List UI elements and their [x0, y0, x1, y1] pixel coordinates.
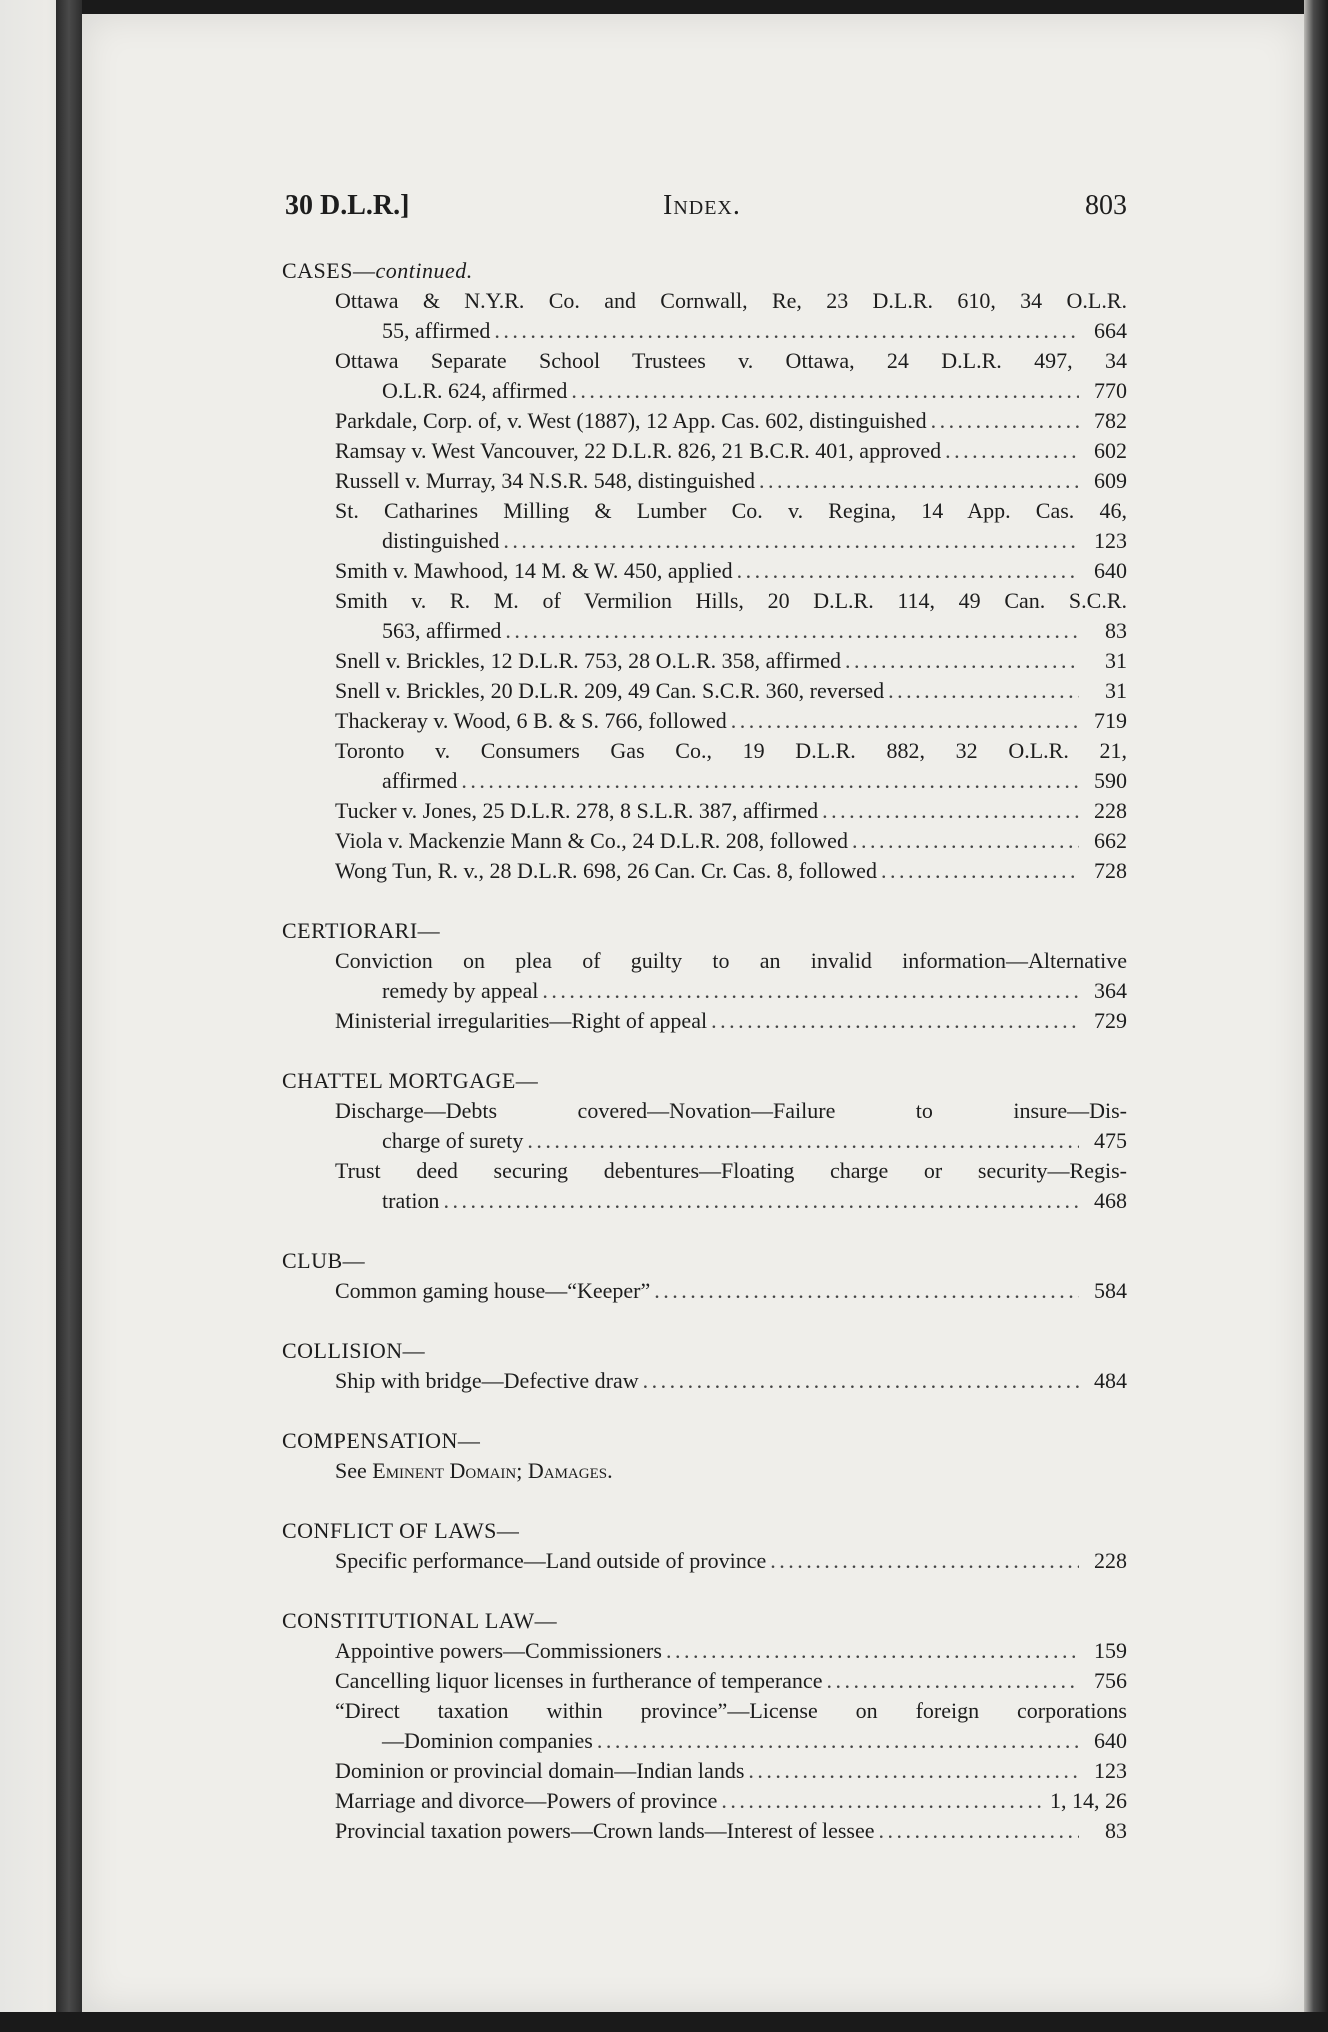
dot-leader	[654, 1276, 1079, 1306]
index-entry	[282, 556, 1127, 586]
entry-page-ref: 83	[1105, 618, 1127, 643]
index-entry	[282, 1366, 1127, 1396]
entry-page-ref: 31	[1105, 678, 1127, 703]
dot-leader	[888, 676, 1079, 706]
section-heading-text: CERTIORARI—	[282, 918, 441, 943]
entry-text: O.L.R. 624, affirmed	[382, 378, 568, 403]
book-spine	[56, 0, 82, 2032]
dot-leader	[571, 376, 1079, 406]
dot-leader	[666, 1636, 1079, 1666]
entry-page-ref: 756	[1094, 1668, 1127, 1693]
section-heading	[282, 256, 1127, 286]
entry-page-ref: 159	[1094, 1638, 1127, 1663]
index-entry	[282, 1786, 1127, 1816]
entry-text: Marriage and divorce—Powers of province	[335, 1788, 718, 1813]
scan-border-bottom	[0, 2012, 1328, 2032]
entry-text: tration	[382, 1188, 440, 1213]
entry-text: Common gaming house—“Keeper”	[335, 1278, 651, 1303]
index-entry	[282, 1276, 1127, 1306]
dot-leader	[711, 1006, 1079, 1036]
dot-leader	[443, 1186, 1079, 1216]
index-section	[282, 1426, 1127, 1486]
entry-line	[335, 556, 1127, 586]
page-edge-right	[1304, 0, 1328, 2032]
entry-page-ref: 364	[1094, 978, 1127, 1003]
dot-leader	[494, 316, 1079, 346]
index-entry	[282, 346, 1127, 406]
entry-text: 563, affirmed	[382, 618, 502, 643]
entry-first-line: Toronto v. Consumers Gas Co., 19 D.L.R. 882, 32 O.L.R. 21,	[335, 738, 1127, 763]
entry-line	[335, 646, 1127, 676]
index-entry	[282, 1156, 1127, 1216]
entry-first-line: Discharge—Debts covered—Novation—Failure to insure—Dis-	[335, 1098, 1127, 1123]
entry-text: remedy by appeal	[382, 978, 539, 1003]
entry-text: Specific performance—Land outside of province	[335, 1548, 767, 1573]
volume-label: 30 D.L.R.]	[285, 190, 410, 221]
dot-leader	[881, 856, 1079, 886]
index-section	[282, 1066, 1127, 1216]
entry-first-line: Smith v. R. M. of Vermilion Hills, 20 D.L.R. 114, 49 Can. S.C.R.	[335, 588, 1127, 613]
entry-text: affirmed	[382, 768, 458, 793]
entry-page-ref: 1, 14, 26	[1050, 1788, 1127, 1813]
entry-page-ref: 123	[1094, 528, 1127, 553]
section-heading-text: CASES—	[282, 258, 376, 283]
entry-first-line: St. Catharines Milling & Lumber Co. v. Regina, 14 App. Cas. 46,	[335, 498, 1127, 523]
index-entry	[282, 736, 1127, 796]
running-header	[285, 190, 1127, 234]
dot-leader	[770, 1546, 1079, 1576]
page-number: 803	[1085, 190, 1127, 221]
entry-line	[335, 1276, 1127, 1306]
entry-page-ref: 590	[1094, 768, 1127, 793]
dot-leader	[737, 556, 1079, 586]
entry-line	[335, 826, 1127, 856]
index-entry	[282, 1666, 1127, 1696]
entry-text: Appointive powers—Commissioners	[335, 1638, 662, 1663]
section-heading-text: CLUB—	[282, 1248, 366, 1273]
entry-page-ref: 609	[1094, 468, 1127, 493]
section-heading	[282, 1336, 1127, 1366]
entry-text: Dominion or provincial domain—Indian lands	[335, 1758, 745, 1783]
entry-page-ref: 584	[1094, 1278, 1127, 1303]
dot-leader	[503, 526, 1079, 556]
dot-leader	[597, 1726, 1079, 1756]
dot-leader	[822, 796, 1079, 826]
entry-text: Smith v. Mawhood, 14 M. & W. 450, applied	[335, 558, 733, 583]
entry-text: Snell v. Brickles, 20 D.L.R. 209, 49 Can. S.C.R. 360, reversed	[335, 678, 885, 703]
dot-leader	[845, 646, 1079, 676]
entry-page-ref: 782	[1094, 408, 1127, 433]
entry-page-ref: 123	[1094, 1758, 1127, 1783]
dot-leader	[852, 826, 1079, 856]
entry-text: Russell v. Murray, 34 N.S.R. 548, distinguished	[335, 468, 756, 493]
entry-line	[335, 376, 1127, 406]
entry-first-line: Conviction on plea of guilty to an invalid information—Alternative	[335, 948, 1127, 973]
entry-page-ref: 719	[1094, 708, 1127, 733]
entry-first-line: “Direct taxation within province”—License on foreign corporations	[335, 1698, 1127, 1723]
entry-line	[335, 1756, 1127, 1786]
index-entry	[282, 1006, 1127, 1036]
section-heading	[282, 916, 1127, 946]
section-heading	[282, 1066, 1127, 1096]
entry-line	[335, 766, 1127, 796]
index-entry	[282, 496, 1127, 556]
entry-line	[335, 1726, 1127, 1756]
entry-first-line: Ottawa & N.Y.R. Co. and Cornwall, Re, 23 D.L.R. 610, 34 O.L.R.	[335, 288, 1127, 313]
index-section	[282, 1336, 1127, 1396]
entry-line	[335, 526, 1127, 556]
entry-line	[335, 676, 1127, 706]
index-entry	[282, 406, 1127, 436]
section-heading-text: CONSTITUTIONAL LAW—	[282, 1608, 558, 1633]
section-heading-text: CHATTEL MORTGAGE—	[282, 1068, 539, 1093]
entry-page-ref: 228	[1094, 798, 1127, 823]
entry-text: Ramsay v. West Vancouver, 22 D.L.R. 826, 21 B.C.R. 401, approved	[335, 438, 942, 463]
index-entry	[282, 946, 1127, 1006]
index-entry	[282, 286, 1127, 346]
entry-page-ref: 484	[1094, 1368, 1127, 1393]
see-refs: Eminent Domain; Damages.	[372, 1458, 613, 1483]
entry-text: Wong Tun, R. v., 28 D.L.R. 698, 26 Can. Cr. Cas. 8, followed	[335, 858, 877, 883]
entry-line	[335, 316, 1127, 346]
entry-page-ref: 228	[1094, 1548, 1127, 1573]
dot-leader	[505, 616, 1079, 646]
index-entry	[282, 856, 1127, 886]
entry-line	[335, 1636, 1127, 1666]
scan-border-top	[0, 0, 1328, 14]
dot-leader	[461, 766, 1079, 796]
index-entry	[282, 796, 1127, 826]
index-section	[282, 256, 1127, 886]
dot-leader	[878, 1816, 1079, 1846]
entry-line	[335, 856, 1127, 886]
dot-leader	[643, 1366, 1079, 1396]
section-heading	[282, 1246, 1127, 1276]
section-heading-suffix: continued.	[375, 258, 473, 283]
entry-line	[335, 1006, 1127, 1036]
entry-line	[335, 466, 1127, 496]
entry-line	[335, 1126, 1127, 1156]
section-heading-text: COLLISION—	[282, 1338, 426, 1363]
index-entry	[282, 646, 1127, 676]
section-heading	[282, 1516, 1127, 1546]
index-entry	[282, 1696, 1127, 1756]
entry-line	[335, 1666, 1127, 1696]
entry-text: Ministerial irregularities—Right of appeal	[335, 1008, 708, 1033]
entry-page-ref: 31	[1105, 648, 1127, 673]
entry-text: charge of surety	[382, 1128, 524, 1153]
entry-line	[335, 976, 1127, 1006]
index-entry	[282, 826, 1127, 856]
entry-text: distinguished	[382, 528, 500, 553]
entry-line	[335, 616, 1127, 646]
section-heading-text: COMPENSATION—	[282, 1428, 481, 1453]
header-title: Index.	[663, 190, 741, 221]
entry-page-ref: 640	[1094, 1728, 1127, 1753]
entry-page-ref: 662	[1094, 828, 1127, 853]
entry-page-ref: 468	[1094, 1188, 1127, 1213]
index-section	[282, 1516, 1127, 1576]
dot-leader	[945, 436, 1079, 466]
entry-text: Provincial taxation powers—Crown lands—Interest of lessee	[335, 1818, 875, 1843]
dot-leader	[931, 406, 1079, 436]
entry-text: Thackeray v. Wood, 6 B. & S. 766, followed	[335, 708, 727, 733]
index-entry	[282, 466, 1127, 496]
entry-text: Snell v. Brickles, 12 D.L.R. 753, 28 O.L.R. 358, affirmed	[335, 648, 841, 673]
entry-page-ref: 729	[1094, 1008, 1127, 1033]
dot-leader	[721, 1786, 1046, 1816]
section-heading	[282, 1606, 1127, 1636]
entry-page-ref: 475	[1094, 1128, 1127, 1153]
entry-line	[335, 1366, 1127, 1396]
entry-line	[335, 436, 1127, 466]
entry-line	[335, 1186, 1127, 1216]
entry-line	[335, 1816, 1127, 1846]
index-body	[282, 256, 1127, 1876]
entry-text: 55, affirmed	[382, 318, 491, 343]
entry-text: Viola v. Mackenzie Mann & Co., 24 D.L.R. 208, followed	[335, 828, 848, 853]
see-reference	[282, 1456, 1127, 1486]
index-section	[282, 1246, 1127, 1306]
entry-line	[335, 796, 1127, 826]
entry-page-ref: 770	[1094, 378, 1127, 403]
index-entry	[282, 1756, 1127, 1786]
index-entry	[282, 1816, 1127, 1846]
dot-leader	[826, 1666, 1079, 1696]
entry-first-line: Ottawa Separate School Trustees v. Ottawa, 24 D.L.R. 497, 34	[335, 348, 1127, 373]
index-entry	[282, 1546, 1127, 1576]
entry-page-ref: 728	[1094, 858, 1127, 883]
entry-page-ref: 602	[1094, 438, 1127, 463]
dot-leader	[759, 466, 1079, 496]
dot-leader	[527, 1126, 1079, 1156]
entry-text: Ship with bridge—Defective draw	[335, 1368, 639, 1393]
entry-line	[335, 406, 1127, 436]
section-heading	[282, 1426, 1127, 1456]
dot-leader	[542, 976, 1079, 1006]
section-heading-text: CONFLICT OF LAWS—	[282, 1518, 520, 1543]
entry-page-ref: 664	[1094, 318, 1127, 343]
index-entry	[282, 1636, 1127, 1666]
entry-page-ref: 83	[1105, 1818, 1127, 1843]
see-prefix: See	[335, 1458, 367, 1483]
entry-text: Cancelling liquor licenses in furtherance of temperance	[335, 1668, 823, 1693]
entry-page-ref: 640	[1094, 558, 1127, 583]
dot-leader	[748, 1756, 1079, 1786]
index-section	[282, 1606, 1127, 1846]
entry-line	[335, 706, 1127, 736]
index-entry	[282, 1096, 1127, 1156]
dot-leader	[731, 706, 1079, 736]
index-section	[282, 916, 1127, 1036]
entry-line	[335, 1786, 1127, 1816]
index-entry	[282, 706, 1127, 736]
entry-text: —Dominion companies	[382, 1728, 593, 1753]
index-entry	[282, 676, 1127, 706]
entry-text: Tucker v. Jones, 25 D.L.R. 278, 8 S.L.R. 387, affirmed	[335, 798, 819, 823]
index-entry	[282, 586, 1127, 646]
entry-text: Parkdale, Corp. of, v. West (1887), 12 App. Cas. 602, distinguished	[335, 408, 927, 433]
entry-first-line: Trust deed securing debentures—Floating charge or security—Regis-	[335, 1158, 1127, 1183]
index-entry	[282, 436, 1127, 466]
entry-line	[335, 1546, 1127, 1576]
